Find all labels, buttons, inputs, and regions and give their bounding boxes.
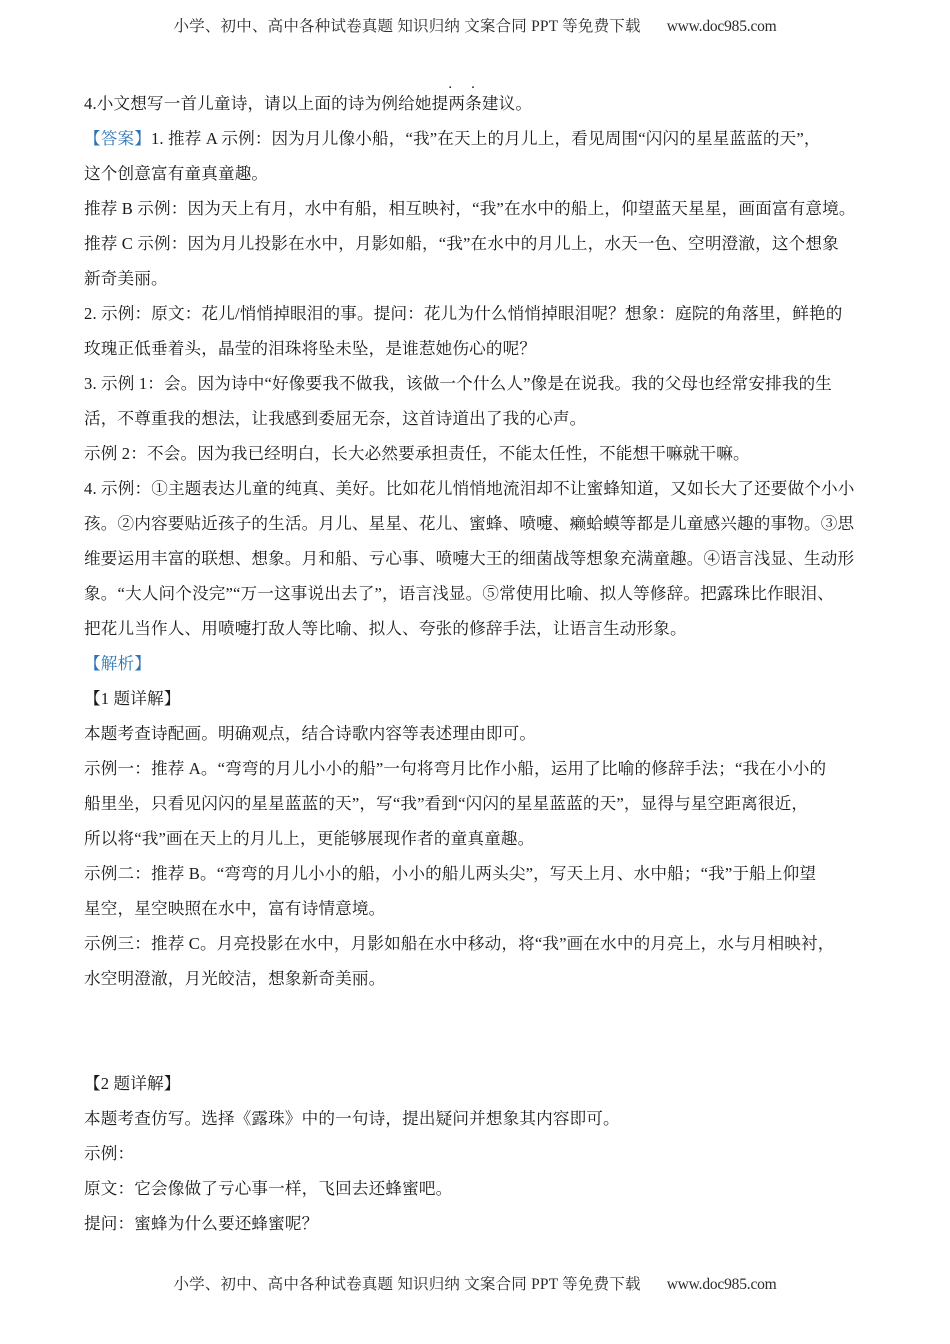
header-watermark-text: 小学、初中、高中各种试卷真题 知识归纳 文案合同 PPT 等免费下载: [173, 18, 641, 35]
answer-line-0: [84, 121, 874, 156]
detail-1-line-7: 水空明澄澈，月光皎洁，想象新奇美丽。: [84, 969, 386, 988]
detail-1-line-6: 示例三：推荐 C。月亮投影在水中，月影如船在水中移动，将“我”画在水中的月亮上，水与月相映衬，: [84, 934, 835, 953]
detail-1-line-3: 所以将“我”画在天上的月儿上，更能够展现作者的童真童趣。: [84, 829, 535, 848]
detail-2-line-3: 提问：蜜蜂为什么要还蜂蜜呢？: [84, 1214, 319, 1233]
detail-1-line-5: 星空，星空映照在水中，富有诗情意境。: [84, 899, 386, 918]
detail-2-line-2: 原文：它会像做了亏心事一样，飞回去还蜂蜜吧。: [84, 1179, 453, 1198]
answer-line-1: 这个创意富有童真童趣。: [84, 164, 269, 183]
answer-line-8: 活，不尊重我的想法，让我感到委屈无奈，这首诗道出了我的心声。: [84, 409, 587, 428]
footer-watermark: [0, 1272, 950, 1294]
question-4-emphasis: · · 两条: [448, 94, 482, 113]
question-4-line: [84, 86, 874, 121]
detail-1-line-2: 船里坐，只看见闪闪的星星蓝蓝的天”，写“我”看到“闪闪的星星蓝蓝的天”，显得与星空距离很近，: [84, 794, 809, 813]
analysis-tag: 【解析】: [84, 654, 151, 673]
document-body: [84, 86, 874, 1241]
question-4-text-after: 建议。: [481, 94, 533, 113]
footer-watermark-site: www.doc985.com: [666, 1276, 777, 1293]
answer-line-11: 孩。②内容要贴近孩子的生活。月儿、星星、花儿、蜜蜂、喷嚏、癞蛤蟆等都是儿童感兴趣的事物。③思: [84, 514, 855, 533]
answer-line-9: 示例 2：不会。因为我已经明白，长大必然要承担责任，不能太任性，不能想干嘛就干嘛。: [84, 444, 750, 463]
header-watermark-site: www.doc985.com: [666, 18, 777, 35]
detail-2-heading: 【2 题详解】: [84, 1074, 181, 1093]
answer-line-7: 3. 示例 1：会。因为诗中“好像要我不做我，该做一个什么人”像是在说我。我的父母也经常安排我的生: [84, 374, 833, 393]
answer-line-10: 4. 示例：①主题表达儿童的纯真、美好。比如花儿悄悄地流泪却不让蜜蜂知道，又如长大了还要做个小小: [84, 479, 855, 498]
analysis-tag-line: [84, 646, 874, 681]
detail-1-heading: 【1 题详解】: [84, 689, 181, 708]
answer-text-0: 1. 推荐 A 示例：因为月儿像小船，“我”在天上的月儿上，看见周围“闪闪的星星蓝蓝的天”，: [150, 129, 821, 148]
detail-1-line-1: 示例一：推荐 A。“弯弯的月儿小小的船”一句将弯月比作小船，运用了比喻的修辞手法；“我在小小的: [84, 759, 827, 778]
answer-line-2: 推荐 B 示例：因为天上有月，水中有船，相互映衬，“我”在水中的船上，仰望蓝天星星，画面富有意境。: [84, 199, 856, 218]
answer-line-14: 把花儿当作人、用喷嚏打敌人等比喻、拟人、夸张的修辞手法，让语言生动形象。: [84, 619, 687, 638]
answer-line-6: 玫瑰正低垂着头，晶莹的泪珠将坠未坠，是谁惹她伤心的呢？: [84, 339, 537, 358]
header-watermark: [0, 14, 950, 36]
question-4-text-before: 小文想写一首儿童诗，请以上面的诗为例给她提: [96, 94, 449, 113]
answer-line-12: 维要运用丰富的联想、想象。月和船、亏心事、喷嚏大王的细菌战等想象充满童趣。④语言浅显、生动形: [84, 549, 855, 568]
detail-1-line-0: 本题考查诗配画。明确观点，结合诗歌内容等表述理由即可。: [84, 724, 537, 743]
answer-tag: 【答案】: [84, 129, 151, 148]
detail-2-line-1: 示例：: [84, 1144, 135, 1163]
answer-line-5: 2. 示例：原文：花儿/悄悄掉眼泪的事。提问：花儿为什么悄悄掉眼泪呢？想象：庭院的角落里，鲜艳的: [84, 304, 843, 323]
detail-1-line-4: 示例二：推荐 B。“弯弯的月儿小小的船，小小的船儿两头尖”，写天上月、水中船；“我”于船上仰望: [84, 864, 817, 883]
detail-2-line-0: 本题考查仿写。选择《露珠》中的一句诗，提出疑问并想象其内容即可。: [84, 1109, 620, 1128]
question-4-number: 4.: [84, 94, 97, 113]
answer-line-13: 象。“大人问个没完”“万一这事说出去了”，语言浅显。⑤常使用比喻、拟人等修辞。把露珠比作眼泪、: [84, 584, 835, 603]
answer-line-4: 新奇美丽。: [84, 269, 168, 288]
section-gap: [84, 996, 874, 1066]
answer-line-3: 推荐 C 示例：因为月儿投影在水中，月影如船，“我”在水中的月儿上，水天一色、空明澄澈，这个想象: [84, 234, 839, 253]
footer-watermark-text: 小学、初中、高中各种试卷真题 知识归纳 文案合同 PPT 等免费下载: [173, 1276, 641, 1293]
